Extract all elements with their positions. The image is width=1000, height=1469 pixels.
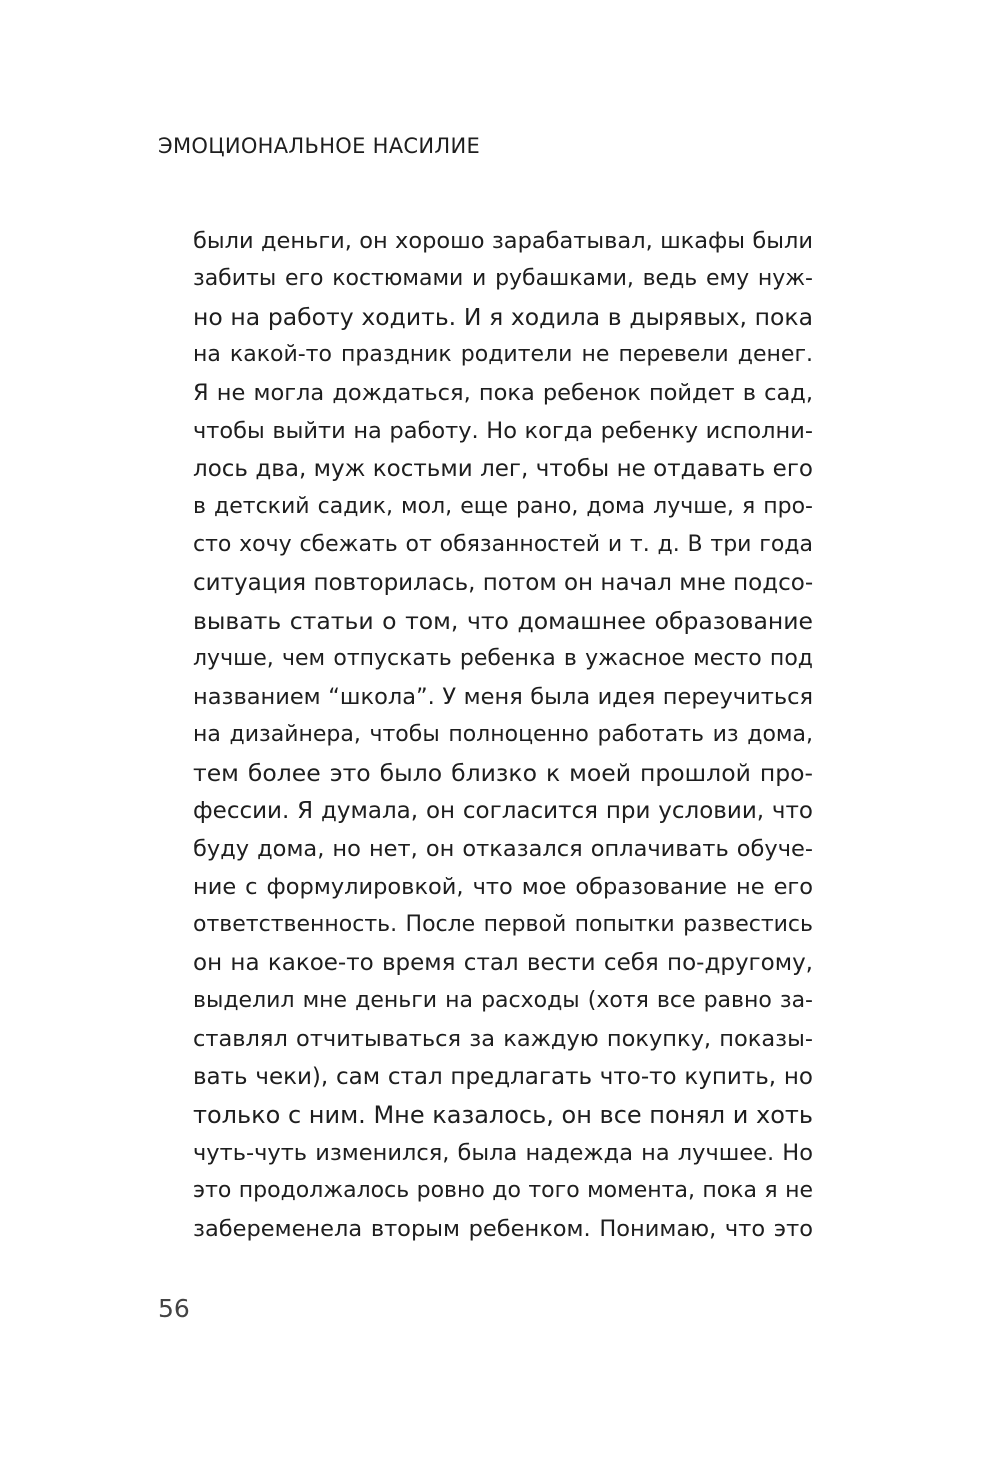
- text-line: выделил мне деньги на расходы (хотя все равно за-: [193, 988, 813, 1013]
- text-line: сто хочу сбежать от обязанностей и т. д. В три года: [193, 532, 813, 557]
- text-line: на какой-то праздник родители не перевели денег.: [193, 342, 813, 367]
- text-line: ставлял отчитываться за каждую покупку, показы-: [193, 1026, 813, 1052]
- text-line: названием “школа”. У меня была идея переучиться: [193, 684, 813, 710]
- text-line: чуть-чуть изменился, была надежда на лучшее. Но: [193, 1140, 813, 1166]
- text-line: но на работу ходить. И я ходила в дырявых, пока: [193, 303, 813, 331]
- text-line: забеременела вторым ребенком. Понимаю, что это: [193, 1216, 813, 1242]
- text-line: только с ним. Мне казалось, он все понял и хоть: [193, 1101, 813, 1129]
- text-line: буду дома, но нет, он отказался оплачивать обуче-: [193, 836, 813, 862]
- text-line: чтобы выйти на работу. Но когда ребенку исполни-: [193, 418, 813, 444]
- text-line: вать чеки), сам стал предлагать что-то купить, но: [193, 1064, 813, 1090]
- text-line: фессии. Я думала, он согласится при условии, что: [193, 798, 813, 824]
- text-line: на дизайнера, чтобы полноценно работать из дома,: [193, 722, 813, 747]
- text-line: тем более это было близко к моей прошлой про-: [193, 759, 813, 787]
- text-line: ответственность. После первой попытки развестись: [193, 912, 813, 937]
- text-line: лось два, муж костьми лег, чтобы не отдавать его: [193, 456, 813, 482]
- body-text: [193, 222, 813, 1248]
- page-number: 56: [158, 1294, 190, 1323]
- text-line: он на какое-то время стал вести себя по-другому,: [193, 950, 813, 976]
- text-line: это продолжалось ровно до того момента, пока я не: [193, 1178, 813, 1203]
- text-line: в детский садик, мол, еще рано, дома лучше, я про-: [193, 494, 813, 519]
- text-line: ситуация повторилась, потом он начал мне подсо-: [193, 570, 814, 596]
- text-line: лучше, чем отпускать ребенка в ужасное место под: [193, 646, 813, 671]
- text-line: ние с формулировкой, что мое образование не его: [193, 874, 813, 900]
- running-head: ЭМОЦИОНАЛЬНОЕ НАСИЛИЕ: [158, 134, 481, 158]
- text-line: были деньги, он хорошо зарабатывал, шкафы были: [193, 228, 813, 254]
- text-line: Я не могла дождаться, пока ребенок пойдет в сад,: [193, 380, 813, 406]
- text-line: вывать статьи о том, что домашнее образование: [193, 607, 813, 635]
- text-line: забиты его костюмами и рубашками, ведь ему нуж-: [193, 266, 813, 291]
